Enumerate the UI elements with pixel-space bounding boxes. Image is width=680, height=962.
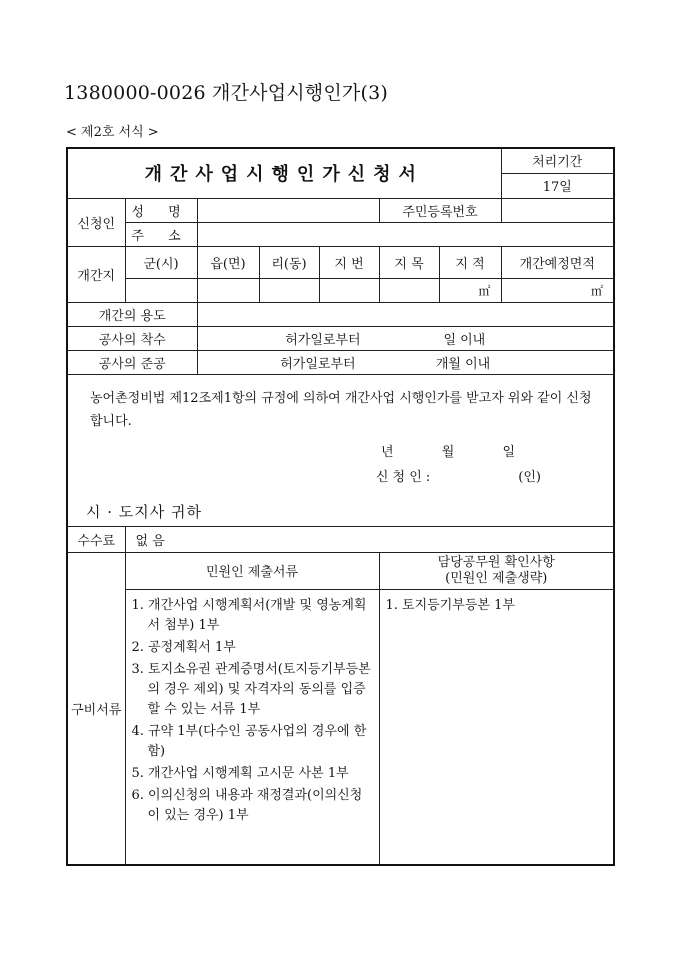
official-documents-header [379, 552, 614, 589]
site-county-field[interactable] [125, 278, 197, 302]
site-planned-area-unit: ㎡ [501, 278, 614, 302]
purpose-field[interactable] [197, 302, 614, 326]
processing-period-label: 처리기간 [501, 148, 614, 173]
seal-mark: (인) [518, 469, 541, 485]
site-column-village: 리(동) [259, 246, 319, 278]
completion-suffix: 개월 이내 [435, 356, 491, 372]
applicant-document-item: 3. 토지소유권 관계증명서(토지등기부등본의 경우 제외) 및 자격자의 동의를 입증할 수 있는 서류 1부 [131, 661, 371, 717]
official-header-line1: 담당공무원 확인사항 [437, 554, 555, 570]
address-label: 주 소 [125, 222, 197, 246]
purpose-label: 개간의 용도 [67, 302, 197, 326]
completion-field[interactable] [197, 350, 614, 374]
date-month-label: 월 [441, 444, 455, 460]
site-column-town: 읍(면) [197, 246, 259, 278]
declaration-block [67, 374, 614, 526]
date-day-label: 일 [502, 444, 515, 460]
name-label: 성 명 [125, 198, 197, 222]
documents-section-label: 구비서류 [67, 552, 125, 865]
resident-number-label: 주민등록번호 [379, 198, 501, 222]
site-section-label: 개간지 [67, 246, 125, 302]
site-land-area-unit: ㎡ [439, 278, 501, 302]
form-number: < 제2호 서식 > [66, 125, 159, 140]
applicant-signature [68, 466, 613, 489]
date-year-label: 년 [381, 444, 394, 460]
processing-period-value: 17일 [501, 173, 614, 198]
site-column-land-area: 지 적 [439, 246, 501, 278]
start-text: 허가일로부터 [285, 332, 361, 348]
applicant-documents-header: 민원인 제출서류 [125, 552, 379, 589]
site-town-field[interactable] [197, 278, 259, 302]
form-title: 개간사업시행인가신청서 [67, 148, 501, 198]
completion-label: 공사의 준공 [67, 350, 197, 374]
site-lot-number-field[interactable] [319, 278, 379, 302]
applicant-documents-list [125, 589, 379, 865]
application-date [68, 441, 613, 464]
application-form [66, 147, 615, 866]
document-title: 1380000-0026 개간사업시행인가(3) [64, 82, 388, 104]
official-documents-list [379, 589, 614, 865]
official-document-item: 1. 토지등기부등본 1부 [385, 597, 515, 613]
applicant-document-item: 5. 개간사업 시행계획 고시문 사본 1부 [131, 765, 349, 781]
address-field[interactable] [197, 222, 614, 246]
fee-value: 없 음 [125, 526, 614, 552]
applicant-document-item: 1. 개간사업 시행계획서(개발 및 영농계획서 첨부) 1부 [131, 597, 367, 633]
addressee: 시 · 도지사 귀하 [86, 502, 203, 521]
site-column-planned-area: 개간예정면적 [501, 246, 614, 278]
applicant-document-item: 4. 규약 1부(다수인 공동사업의 경우에 한함) [131, 723, 367, 759]
signature-label: 신 청 인 : [375, 469, 431, 485]
declaration-text: 농어촌정비법 제12조제1항의 규정에 의하여 개간사업 시행인가를 받고자 위와 같이 신청합니다. [90, 390, 592, 429]
site-column-land-category: 지 목 [379, 246, 439, 278]
official-header-line2: (민원인 제출생략) [445, 570, 548, 586]
site-village-field[interactable] [259, 278, 319, 302]
start-suffix: 일 이내 [443, 332, 486, 348]
fee-label: 수수료 [67, 526, 125, 552]
completion-text: 허가일로부터 [280, 356, 356, 372]
resident-number-field[interactable] [501, 198, 614, 222]
name-field[interactable] [197, 198, 379, 222]
applicant-document-item: 2. 공정계획서 1부 [131, 639, 236, 655]
start-label: 공사의 착수 [67, 326, 197, 350]
applicant-section-label: 신청인 [67, 198, 125, 246]
site-column-lot-number: 지 번 [319, 246, 379, 278]
applicant-document-item: 6. 이의신청의 내용과 재정결과(이의신청이 있는 경우) 1부 [131, 787, 363, 823]
site-land-category-field[interactable] [379, 278, 439, 302]
site-column-county: 군(시) [125, 246, 197, 278]
start-field[interactable] [197, 326, 614, 350]
